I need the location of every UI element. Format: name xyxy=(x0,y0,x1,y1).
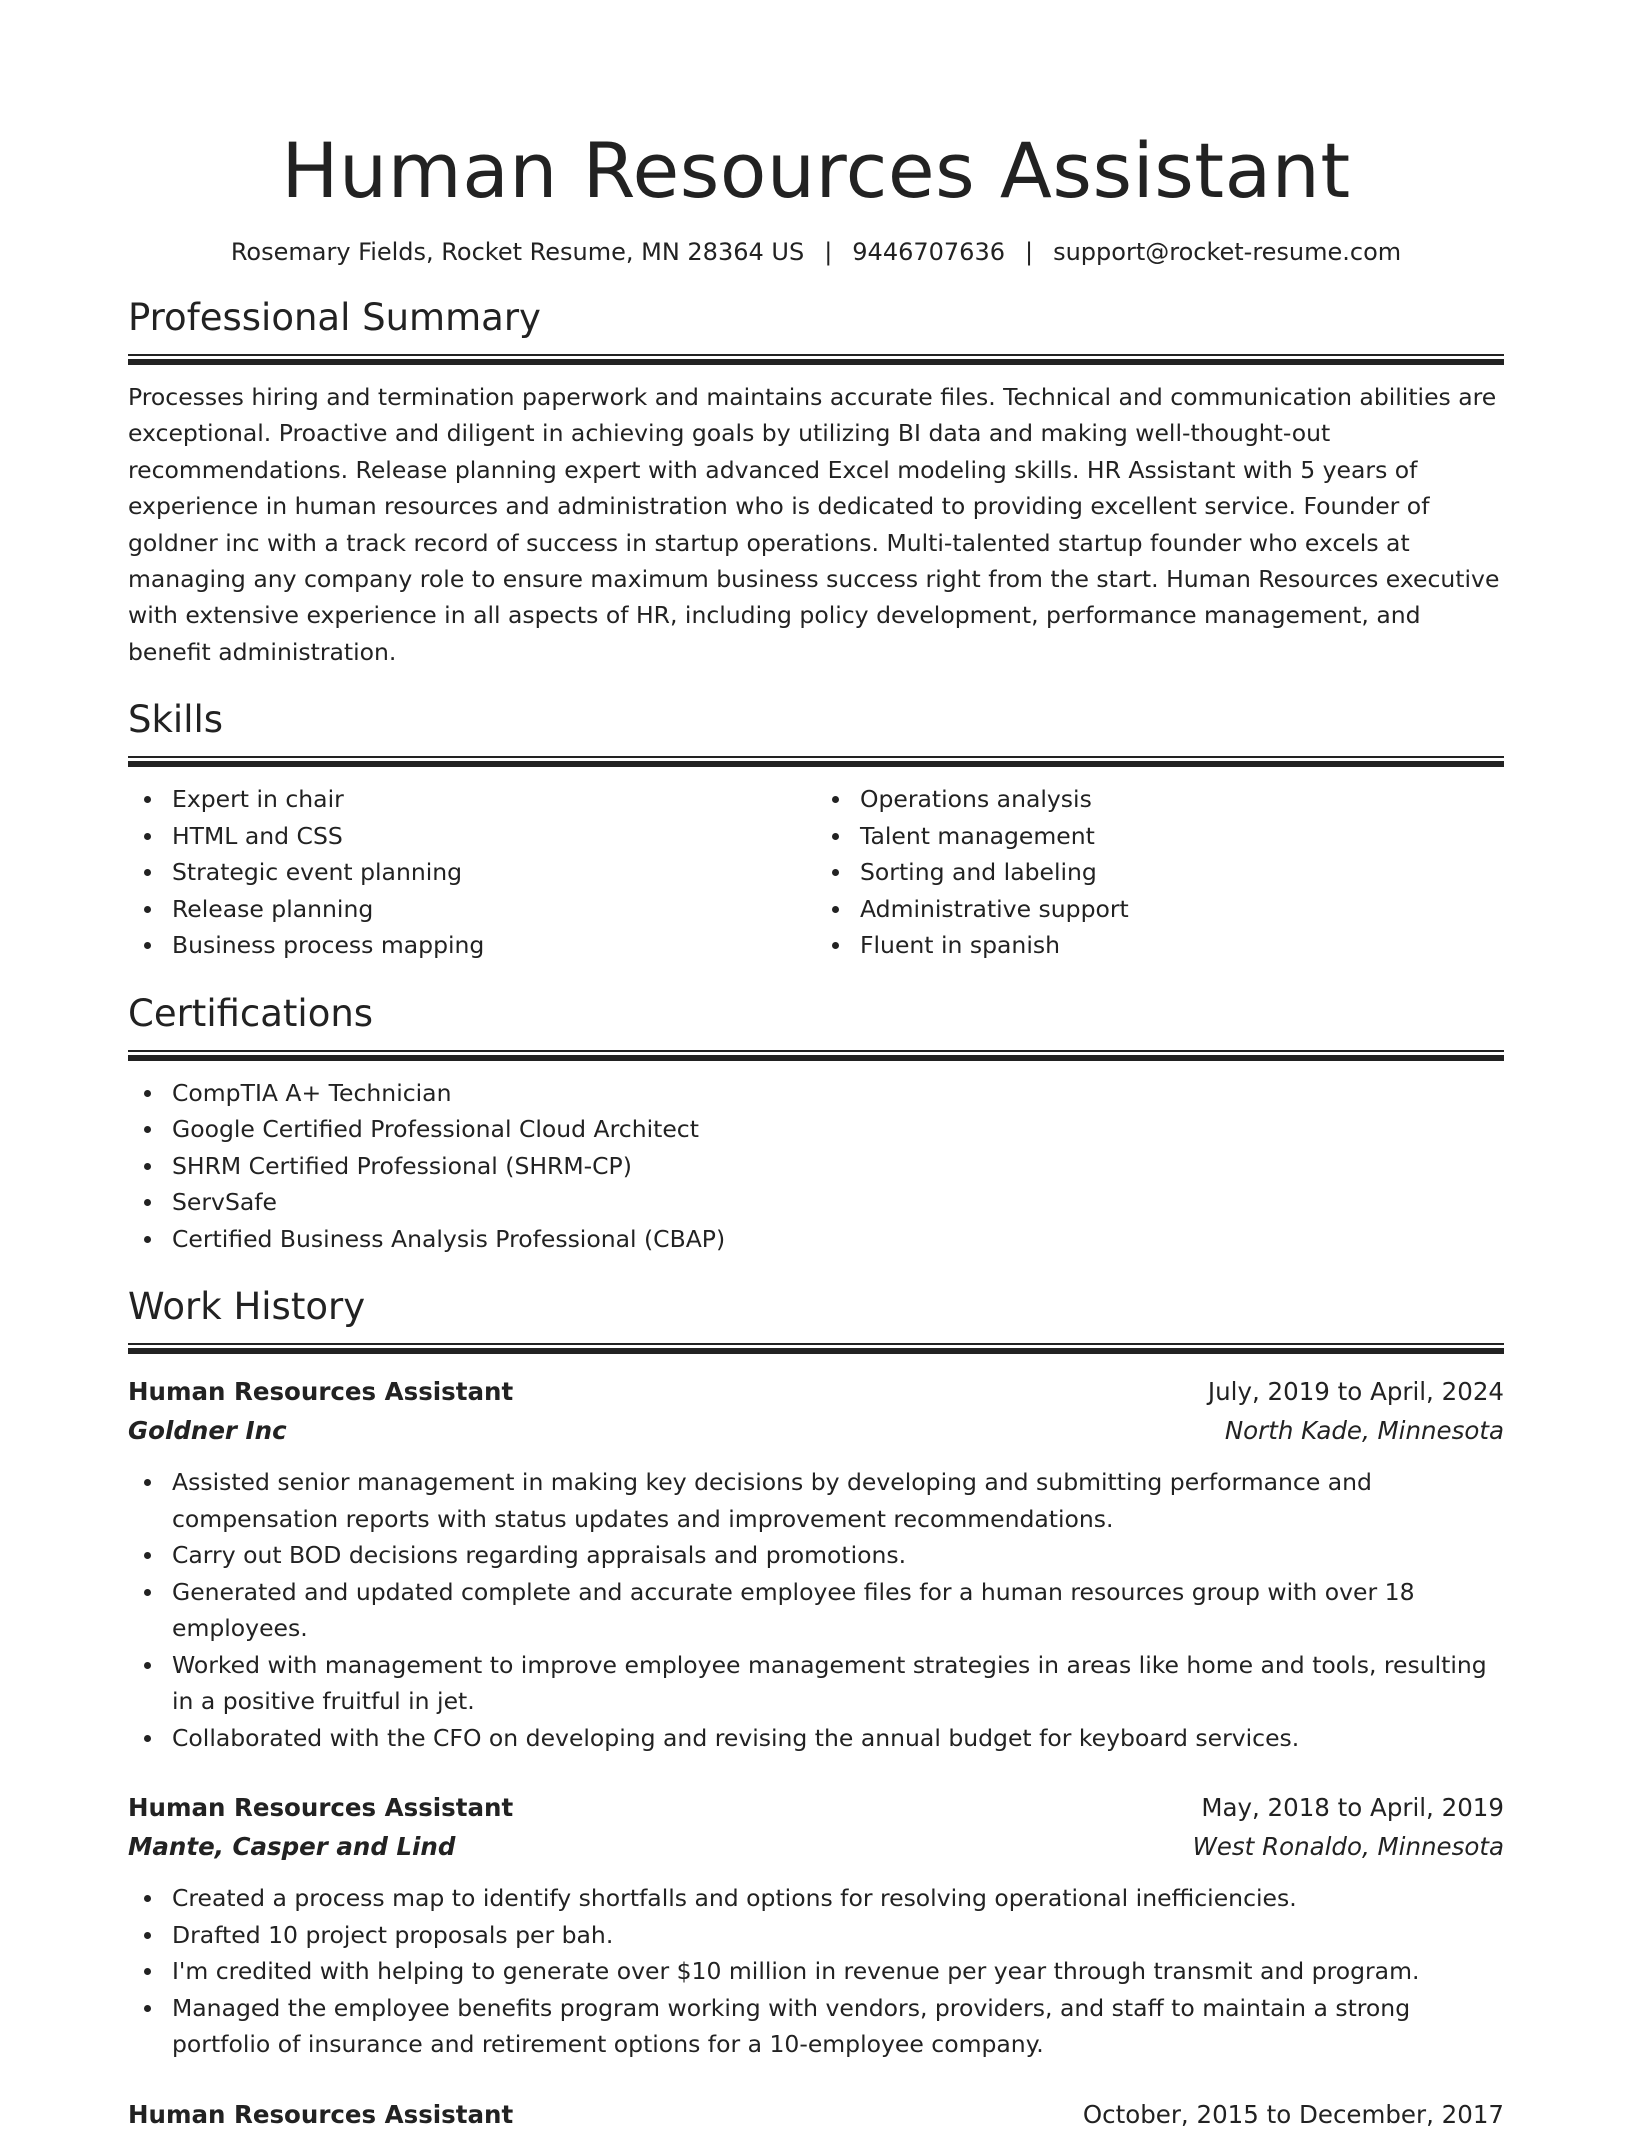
job-dates: May, 2018 to April, 2019 xyxy=(1201,1793,1504,1823)
section-divider xyxy=(128,354,1504,365)
job-entry xyxy=(128,1788,1504,2063)
certification-item: ServSafe xyxy=(128,1184,1504,1221)
job-title: Human Resources Assistant xyxy=(128,1377,514,1407)
skills-column-left xyxy=(128,781,816,964)
job-duty-item: Worked with management to improve employee management strategies in areas like home and tools, resulting in a positive fruitful in jet. xyxy=(128,1647,1504,1720)
certification-item: CompTIA A+ Technician xyxy=(128,1075,1504,1112)
skill-item: Sorting and labeling xyxy=(816,854,1504,891)
summary-text: Processes hiring and termination paperwork and maintains accurate files. Technical and communication abilities are exceptional. Proactive and diligent in achieving goals by utilizing BI data and making well-thought-out recommendations. Release planning expert with advanced Excel modeling skills. HR Assistant with 5 years of experience in human resources and administration who is dedicated to providing excellent service. Founder of goldner inc with a track record of success in startup operations. Multi-talented startup founder who excels at managing any company role to ensure maximum business success right from the start. Human Resources executive with extensive experience in all aspects of HR, including policy development, performance management, and benefit administration. xyxy=(128,383,1500,666)
skill-item: Business process mapping xyxy=(128,927,816,964)
certification-item: Google Certified Professional Cloud Architect xyxy=(128,1111,1504,1148)
job-title: Human Resources Assistant xyxy=(128,1793,514,1823)
skill-item: Strategic event planning xyxy=(128,854,816,891)
work-history-heading: Work History xyxy=(128,1285,366,1329)
job-entry xyxy=(128,2095,1504,2135)
job-dates: October, 2015 to December, 2017 xyxy=(1082,2099,1504,2129)
certification-item: Certified Business Analysis Professional (CBAP) xyxy=(128,1221,1504,1258)
skill-item: Talent management xyxy=(816,818,1504,855)
job-duty-item: Assisted senior management in making key decisions by developing and submitting performance and compensation reports with status updates and improvement recommendations. xyxy=(128,1464,1504,1537)
job-location: North Kade, Minnesota xyxy=(1224,1416,1504,1446)
skills-heading: Skills xyxy=(128,698,224,742)
skill-item: Release planning xyxy=(128,891,816,928)
job-duty-item: Created a process map to identify shortfalls and options for resolving operational inefficiencies. xyxy=(128,1880,1504,1917)
contact-phone: 9446707636 xyxy=(852,238,1005,266)
job-duties-list xyxy=(128,1880,1504,2063)
job-duty-item: Drafted 10 project proposals per bah. xyxy=(128,1917,1504,1954)
job-company-row xyxy=(128,1828,1504,1866)
job-company: Goldner Inc xyxy=(128,1416,287,1446)
contact-line xyxy=(128,236,1504,268)
skill-item: HTML and CSS xyxy=(128,818,816,855)
job-company-row xyxy=(128,1412,1504,1450)
job-duty-item: I'm credited with helping to generate over $10 million in revenue per year through transmit and program. xyxy=(128,1953,1504,1990)
section-divider xyxy=(128,1050,1504,1061)
job-title: Human Resources Assistant xyxy=(128,2099,514,2129)
contact-address: Rosemary Fields, Rocket Resume, MN 28364 US xyxy=(230,238,805,266)
job-duty-item: Managed the employee benefits program working with vendors, providers, and staff to maintain a strong portfolio of insurance and retirement options for a 10-employee company. xyxy=(128,1990,1504,2063)
job-duty-item: Generated and updated complete and accurate employee files for a human resources group with over 18 employees. xyxy=(128,1574,1504,1647)
job-company: Mante, Casper and Lind xyxy=(128,1832,456,1862)
skills-list xyxy=(128,781,1504,964)
job-duty-item: Collaborated with the CFO on developing and revising the annual budget for keyboard services. xyxy=(128,1720,1504,1757)
resume-title: Human Resources Assistant xyxy=(281,126,1351,215)
skill-item: Operations analysis xyxy=(816,781,1504,818)
certifications-heading: Certifications xyxy=(128,991,374,1035)
contact-separator: | xyxy=(1024,238,1034,266)
certifications-list xyxy=(128,1075,1504,1258)
job-header-row xyxy=(128,1372,1504,1412)
skill-item: Expert in chair xyxy=(128,781,816,818)
job-entry xyxy=(128,1372,1504,1756)
job-header-row xyxy=(128,2095,1504,2135)
skill-item: Administrative support xyxy=(816,891,1504,928)
job-duties-list xyxy=(128,1464,1504,1756)
contact-separator: | xyxy=(824,238,833,266)
section-divider xyxy=(128,1343,1504,1354)
job-duty-item: Carry out BOD decisions regarding appraisals and promotions. xyxy=(128,1537,1504,1574)
certification-item: SHRM Certified Professional (SHRM-CP) xyxy=(128,1148,1504,1185)
job-header-row xyxy=(128,1788,1504,1828)
skill-item: Fluent in spanish xyxy=(816,927,1504,964)
job-location: West Ronaldo, Minnesota xyxy=(1192,1832,1504,1862)
skills-column-right xyxy=(816,781,1504,964)
contact-email: support@rocket-resume.com xyxy=(1053,238,1402,266)
summary-heading: Professional Summary xyxy=(128,296,541,339)
section-divider xyxy=(128,756,1504,767)
job-dates: July, 2019 to April, 2024 xyxy=(1207,1377,1504,1407)
